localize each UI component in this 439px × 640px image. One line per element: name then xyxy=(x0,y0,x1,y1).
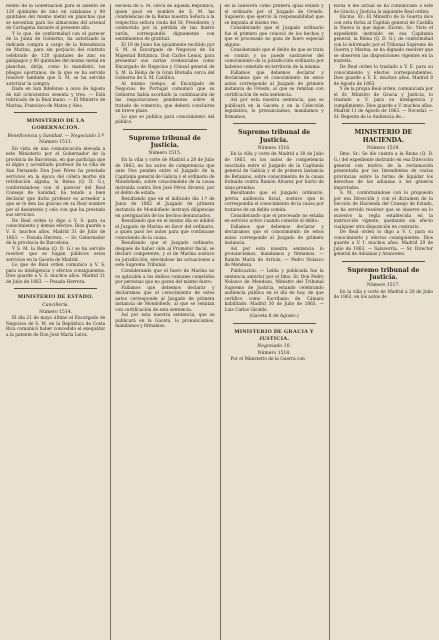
paragraph: S. M., conformándose con lo propuesto por esa Dirección y con el dictamen de la Sección de Hacienda del Consejo de Estado, se ha servido resolver que se observe en lo sucesivo la regla establecida en la instrucción vigente, quedando sin efecto cualquier otra disposición en contrario. xyxy=(333,191,433,230)
paragraph: Lo que se publica para conocimiento del público. xyxy=(115,114,215,126)
divider xyxy=(342,123,425,124)
paragraph: De Real orden lo traslado a V. E. para su conocimiento y efectos correspondientes. Dios guarde a V. E. muchos años. Madrid 8 de Agosto de 1863. xyxy=(333,65,433,87)
section-heading: MINISTERIO DE GRACIA Y JUSTICIA. xyxy=(234,328,314,342)
paragraph: En la villa y corte de Madrid a 28 de Julio de 1863, en los autos de competencia que ante Nos penden entre el Juzgado de la Capitanía general de Galicia y el ordinario de Mondoñedo, sobre conocimiento de la causa instruida contra Don José Pérez Álvarez, por el delito de estafa: xyxy=(115,158,215,197)
divider xyxy=(233,323,316,324)
order-number: Número 1514. xyxy=(39,309,73,315)
paragraph: mento de la Gobernacion para el asiento de 120 quintales de zinc en calabazas y 80 quintales del mismo metal en planchas que se necesitan para los almacenes del arsenal de Cartagena durante el presente año. xyxy=(6,4,106,32)
paragraph: En vista de una comunicación elevada a este Ministerio por el Gobernador de la provincia de Barcelona, en que participa que el digno y acreditado profesor de la villa de San Fernando Don José Pérez ha prestado servicios en la época del cólera morbo sin retribución alguna, la Reina (Q. D. G.), conformándose con el parecer del Real Consejo de Sanidad, ha tenido a bien declarar que dicho profesor es acreedor a que se le den las gracias en su Real nombre por el desinterés y celo con que ha prestado sus servicios. xyxy=(6,146,106,219)
section-heading: MINISTERIO DE ESTADO. xyxy=(17,294,94,301)
paragraph: En la villa y corte de Madrid a 30 de Julio de 1863, en los autos de competencia suscitada entre el Juzgado de la Capitanía general de Galicia y el de primera instancia de Betanzos, sobre conocimiento de la causa formada contra Ramón Álvarez por hurto de unas prendas: xyxy=(224,152,324,191)
paragraph: Resultando que el Juzgado ordinario, después de haber oído al Promotor fiscal, se declaró competente, y el de Marina sostuvo su jurisdicción, elevándose las actuaciones a este Supremo Tribunal. xyxy=(115,241,215,269)
paragraph: Así por esta nuestra sentencia, que se publicará en la Gaceta y en la Colección legislativa, lo pronunciamos, mandamos y firmamos. xyxy=(224,98,324,120)
paragraph: Al mismo tiempo, el Encargado de Negocios de Portugal comunicó que su Gobierno había acordado la continuación de las negociaciones pendientes sobre el tratado de comercio, que deberá concluirse en breve plazo. xyxy=(115,81,215,115)
paragraph: Fallamos que debemos declarar y declaramos que el conocimiento de estos autos corresponde al Juzgado de primera instancia de Mondoñedo, al que se remitan con certificación de esta sentencia. xyxy=(115,285,215,313)
order-number: Número 1515. xyxy=(148,151,182,157)
paragraph: escuela de S. M. cerca de aquella República, quien pasó en nombre de S. M. las condolencias de la Reina nuestra Señora a la respectiva señora viuda del Sr. Presidente, y conmovida por la pérdida de tan ilustre varón, correspondió dignamente con sentimientos de gratitud. xyxy=(115,4,215,43)
paragraph: Excmo. Sr.: El Ministro de la Guerra dice con esta fecha al Capitán general de Castilla la Nueva lo que sigue: Excmo. Sr.: Visto el expediente instruido en esa Capitanía general, la Reina (Q. D. G.), de conformidad con lo informado por el Tribunal Supremo de Guerra y Marina, se ha dignado resolver que se observen las disposiciones vigentes en la materia. xyxy=(333,15,433,65)
paragraph: En la villa y corte de Madrid a 28 de Julio de 1863, en los autos de xyxy=(333,289,433,301)
divider xyxy=(233,123,316,124)
paragraph: Resultando que en el mismo día se inhibió el Juzgado de Marina en favor del ordinario, a quien pasó los autos para que continuase conociendo de la causa. xyxy=(115,219,215,241)
gazette-note: (Gaceta 8 de Agosto.) xyxy=(249,314,299,320)
divider xyxy=(14,288,97,289)
section-subheading: Cancillería. xyxy=(42,303,70,309)
paragraph: De Real orden lo digo a V. S. para su conocimiento y demás efectos. Dios guarde a V. S. muchos años. Madrid 31 de Julio de 1863. — Posada Herrera. — Sr. Gobernador de la provincia de Barcelona. xyxy=(6,218,106,247)
paragraph: Y S. M. la Reina (Q. D. G.) se ha servido resolver que se hagan públicos estos servicios en la Gaceta de Madrid. xyxy=(6,246,106,263)
paragraph: Ilmo. Sr.: Se dio cuenta a la Reina (Q. D. G.) del expediente instruido en esa Dirección general con motivo de la reclamación presentada por los Intendentes de varias provincias sobre la forma de liquidar los derechos de las aduanas a los géneros importados. xyxy=(333,152,433,191)
paragraph: fecha 8 del actual se ha comunicado a este de Gracia y Justicia la siguiente Real orden: xyxy=(333,4,433,15)
order-number: Número 1517. xyxy=(366,283,400,289)
column-3 xyxy=(220,4,324,640)
paragraph: Fallamos que debemos declarar y declaramos que el conocimiento de estos autos corresponde al Juzgado de primera instancia de Oviedo, al que se remitan con certificación de esta sentencia. xyxy=(224,70,324,98)
paragraph: De Real orden lo digo a V. I. para su conocimiento y efectos consiguientes. Dios guarde a V. I. muchos años. Madrid 29 de Julio de 1863. — Salaverría. — Sr. Director general de Aduanas y Aranceles. xyxy=(333,230,433,258)
paragraph: Resultando que en el indicado día 1.º de Junio de 1862 el Juzgado de primera instancia de Mondoñedo instruyó diligencias en averiguación de los hechos denunciados. xyxy=(115,196,215,219)
order-number: Número 1518. xyxy=(257,350,291,356)
divider xyxy=(342,261,425,262)
column-1 xyxy=(6,4,105,640)
section-heading: Supremo tribunal de Justicia. xyxy=(238,129,311,144)
paragraph: Así por esta nuestra sentencia, que se publicará en la Gaceta, lo pronunciamos, mandamos y firmamos. xyxy=(115,313,215,330)
paragraph: Considerando que el Juzgado ordinario fue el primero que conoció de los hechos y que el procesado no goza de fuero especial alguno: xyxy=(224,26,324,48)
divider xyxy=(123,129,206,130)
paragraph: Considerando que el delito de que se trata es común y no puede sustraerse del conocimiento de la jurisdicción ordinaria por haberse cometido en territorio de la misma: xyxy=(224,48,324,71)
section-subheading: Negociado 10. xyxy=(257,344,291,350)
column-2 xyxy=(110,4,214,640)
paragraph: Por el Ministerio de la Guerra con xyxy=(230,357,305,363)
paragraph: Considerando que el fuero de Marina no es aplicable a los delitos comunes cometidos por personas que no gozan del mismo fuero: xyxy=(115,268,215,286)
paragraph: Publicación. — Leída y publicada fue la sentencia anterior por el Ilmo. Sr. Don Pedro Nolasco de Mendoza, Ministro del Tribunal Supremo de Justicia, estando celebrando audiencia pública en el día de hoy, de que certifico como Escribano de Cámara habilitado. Madrid 30 de Julio de 1863. — Luis Carlos Giraldo. xyxy=(224,268,324,313)
paragraph: El día 21 de mayo último el Encargado de Negocios de S. M. en la República de Costa Rica comunicó haber concedido el exequátur a la patente de Don José María Leiva. xyxy=(6,316,106,338)
section-subheading: Beneficencia y Sanidad. — Negociado 3.º xyxy=(7,133,104,139)
paragraph: El 19 de Junio fue igualmente recibido por S. M. el Encargado de Negocios de Su Majestad Británica, Don Carlos Lenox, para presentar sus cartas credenciales como Encargado de Negocios y Cónsul general de S. M. la Reina de la Gran Bretaña cerca del Gobierno de S. M. Católica. xyxy=(115,42,215,82)
paragraph: Considerando que el procesado no estaba en servicio activo cuando cometió el delito: xyxy=(224,213,324,225)
section-heading: Supremo tribunal de Justicia. xyxy=(347,266,420,282)
order-number: Número 1519. xyxy=(366,145,400,151)
paragraph: en la cabecera como primera igual estado y el ordinario por el Juzgado de Oviedo. Supuesto que ejerció la responsabilidad que se imponía al mismo reo. xyxy=(224,4,324,26)
section-heading: Supremo tribunal de Justicia. xyxy=(128,135,201,150)
paragraph: Así por esta nuestra sentencia lo pronunciamos, mandamos y firmamos. — Ramón María de Arriola. — Pedro Nolasco de Mendoza. xyxy=(224,246,324,269)
divider xyxy=(14,112,97,113)
column-4 xyxy=(329,4,433,640)
section-heading: MINISTERIO DE LA GOBERNACION. xyxy=(26,118,85,131)
order-number: Número 1513. xyxy=(39,140,73,146)
paragraph: Fallamos que debemos declarar y declaramos que el conocimiento de estos autos corresponde al Juzgado de primera instancia. xyxy=(224,224,324,247)
paragraph: Y lo que, de conformidad con el parecer de la Junta de Gobierno, ha autorizado la indicada compra a cargo de la Intendencia de Marina, para sin perjuicio del contrato celebrado de 120 quintales de zinc en galápagos y 80 quintales del mismo metal en planchas, dirija, como lo manifestó, los pliegos oportunos, de la que se ha servido resolver también que S. M. se ha servido autorizar la compra. xyxy=(6,31,106,87)
paragraph: Resultando que el Juzgado ordinario, previa audiencia fiscal, sostuvo que le correspondía el conocimiento de la causa por tratarse de un delito común: xyxy=(224,191,324,213)
section-heading: MINISTERIO DE HACIENDA. xyxy=(354,129,413,144)
paragraph: Dado en San Ildefonso a once de Agosto de mil ochocientos sesenta y tres. — Está rubricado de la Real mano. — El Ministro de Marina, Francisco de Matos y Alos. xyxy=(6,87,106,109)
order-number: Número 1516. xyxy=(257,145,291,151)
paragraph: Y de la propia Real orden, comunicada por el Sr. Ministro de Gracia y Justicia, lo traslado a V. para su inteligencia y cumplimiento. Dios guarde a V. muchos años. Madrid 11 de Agosto de 1863. — Nocedal. — Sr. Regente de la Audiencia de... xyxy=(333,87,433,120)
paragraph: Lo que de Real orden comunico a V. S. para su inteligencia y efectos consiguientes. Dios guarde a V. S. muchos años. Madrid 31 de Julio de 1863. — Posada Herrera. xyxy=(6,263,106,285)
